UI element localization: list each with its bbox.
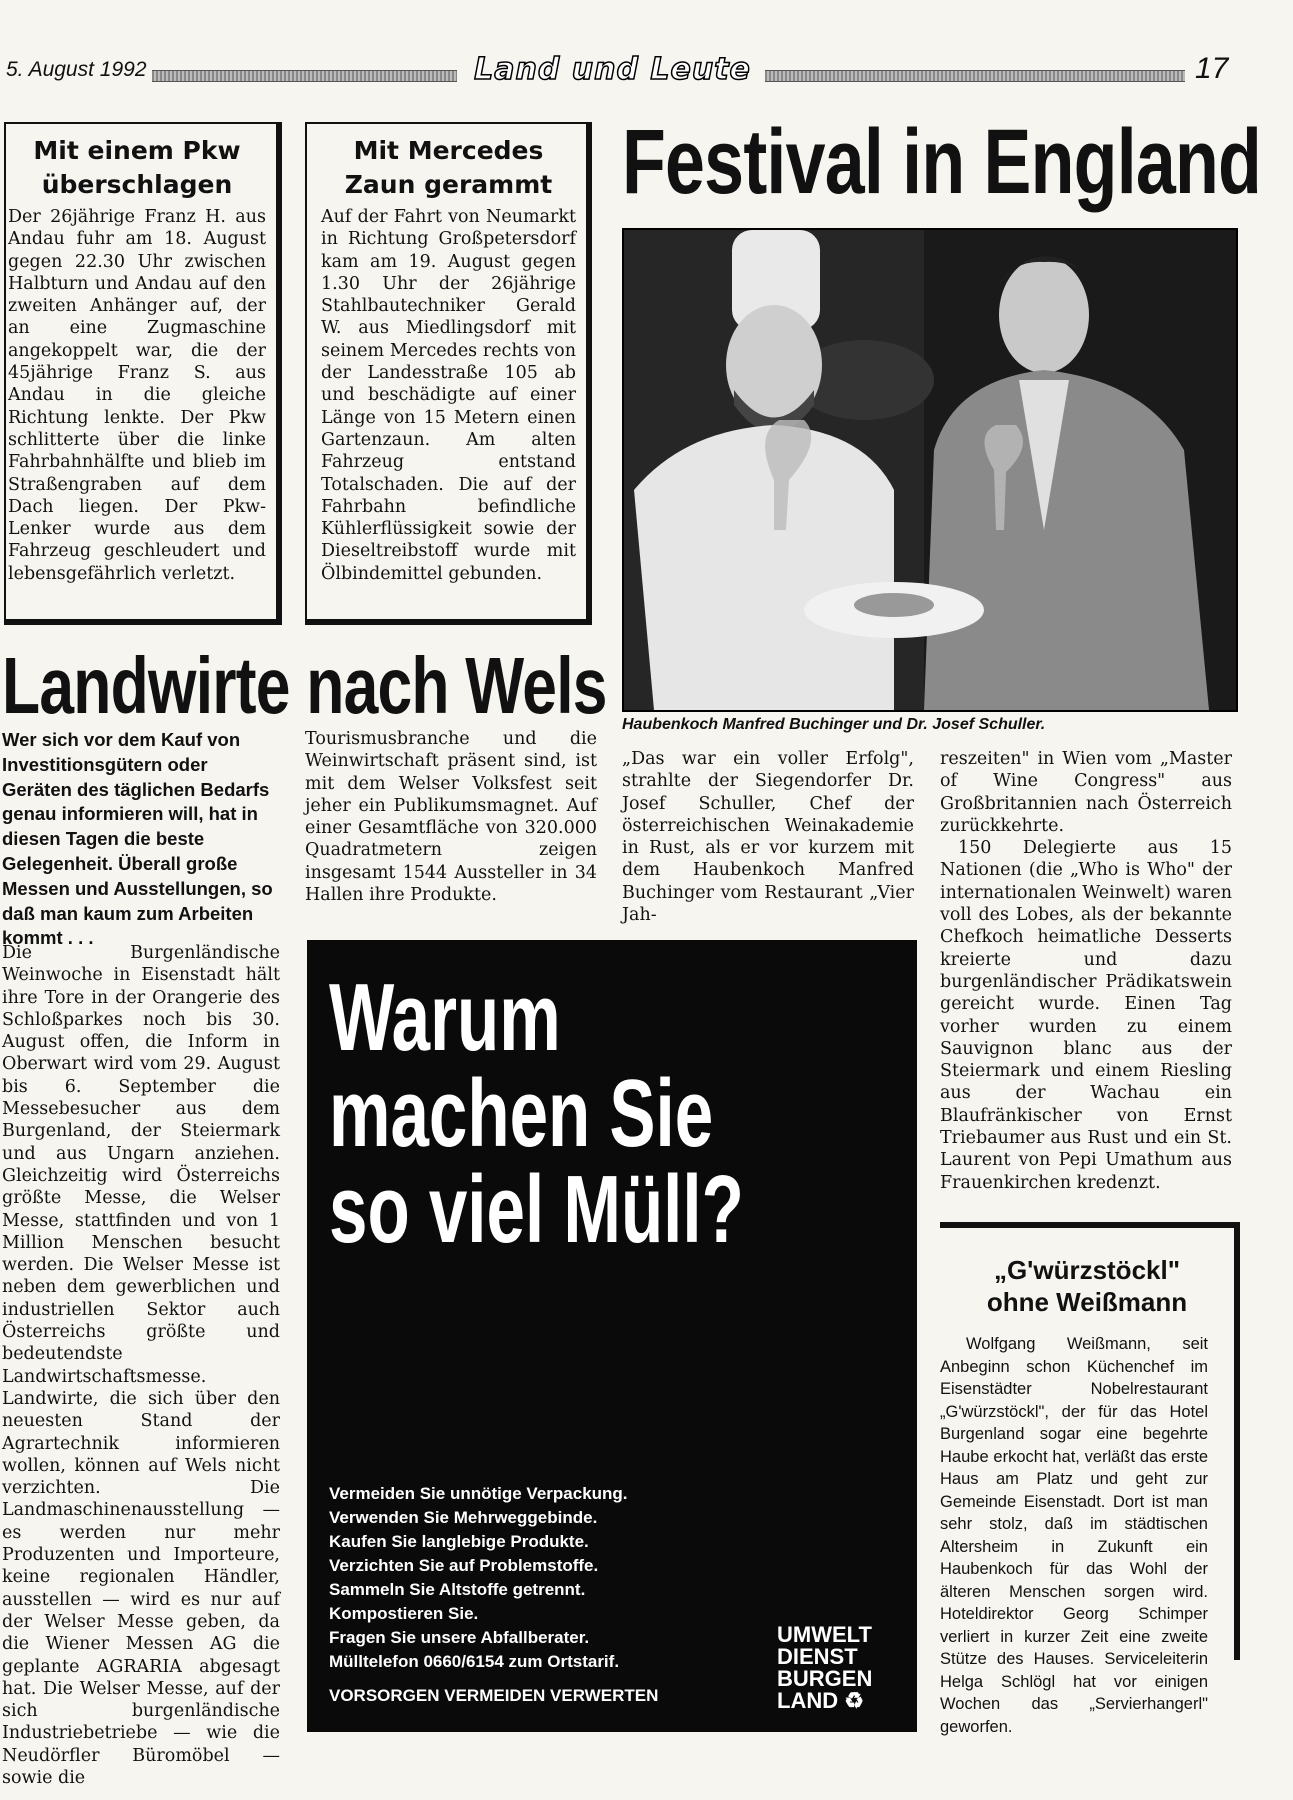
umwelt-logo-icon: ♻	[844, 1688, 864, 1713]
ad-tip: Verwenden Sie Mehrweggebinde.	[329, 1508, 598, 1527]
photo-caption: Haubenkoch Manfred Buchinger und Dr. Josef Schuller.	[622, 716, 1046, 733]
landwirte-body: Die Burgenländische Weinwoche in Eisenstadt hält ihre Tore in der Orangerie des Schloßparkes noch bis 30. August offen, die Inform in Oberwart wird vom 29. August bis 6. September die Messebesucher aus dem Burgenland, der Steiermark und aus Ungarn anziehen. Gleichzeitig wird Österreichs größte Messe, die Welser Messe, stattfinden und von 1 Million Menschen besucht werden. Die Welser Messe ist neben dem gewerblichen und industriellen Sektor auch Österreichs größte und bedeutendste Landwirtschaftsmesse. Landwirte, die sich über den neuesten Stand der Agrartechnik informieren wollen, können auf Wels nicht verzichten. Die Landmaschinenausstellung — es werden nur mehr Produzenten und Importeure, keine regionalen Händler, ausstellen — wird es nur auf der Welser Messe geben, da die Wiener Messen AG die geplante AGRARIA abgesagt hat. Die Welser Messe, auf der sich burgenländische Industriebetriebe — wie die Neudörfler Büromöbel — sowie die	[2, 943, 280, 1788]
ad-tip: Kompostieren Sie.	[329, 1604, 479, 1623]
ad-tips-list	[329, 1482, 628, 1674]
landwirte-col-2: Tourismusbranche und die Weinwirtschaft präsent sind, ist mit dem Welser Volksfest seit jeher ein Publikumsmagnet. Auf einer Gesamtfläche von 320.000 Quadratmetern zeigen insgesamt 1544 Aussteller in 34 Hallen ihre Produkte.	[305, 729, 597, 906]
page-number: 17	[1195, 52, 1229, 85]
ad-tip: Verzichten Sie auf Problemstoffe.	[329, 1556, 599, 1575]
ad-tip: Vermeiden Sie unnötige Verpackung.	[329, 1484, 628, 1503]
chef-jacket	[634, 425, 894, 710]
photo-illustration	[624, 230, 1236, 710]
header-rule-right	[765, 70, 1185, 82]
box-pkw-body: Der 26jährige Franz H. aus Andau fuhr am 18. August gegen 22.30 Uhr zwischen Halbturn und Andau auf den zweiten Anhänger auf, der an eine Zugmaschine angekoppelt war, die der 45jährige Franz S. aus Andau in die gleiche Richtung lenkte. Der Pkw schlitterte über die linke Fahrbahnhälfte und blieb im Straßengraben auf dem Dach liegen. Der Pkw-Lenker wurde aus dem Fahrzeug geschleudert und lebensgefährlich verletzt.	[8, 207, 266, 584]
festival-photo	[622, 228, 1238, 712]
landwirte-lead: Wer sich vor dem Kauf von Investitionsgütern oder Geräten des täglichen Bedarfs genau informieren will, hat in diesen Tagen die beste Gelegenheit. Überall große Messen und Ausstellungen, so daß man kaum zum Arbeiten kommt . . .	[2, 729, 273, 949]
man-face	[999, 257, 1089, 373]
ad-organization: UMWELT DIENST BURGEN LAND ♻	[777, 1622, 873, 1713]
ad-headline: Warum machen Sie so viel Müll?	[329, 964, 744, 1263]
festival-col-2: reszeiten" in Wien vom „Master of Wine Congress" aus Großbritannien nach Österreich zurückkehrte. 150 Delegierte aus 15 Nationen (die „Who is Who" der internationalen Weinwelt) waren voll des Lobes, als der bekannte Chefkoch heimatliche Desserts kreierte und dazu burgenländischer Prädikatswein gereicht wurde. Einen Tag vorher wurden zu einem Sauvignon blanc aus der Steiermark und einem Riesling aus der Wachau ein Blaufränkischer von Ernst Triebaumer aus Rust und ein St. Laurent von Pepi Umathum aus Frauenkirchen kredenzt.	[940, 749, 1232, 1193]
section-title: Land und Leute	[474, 52, 751, 87]
ad-tip: Mülltelefon 0660/6154 zum Ortstarif.	[329, 1652, 620, 1671]
news-box-pkw	[4, 122, 282, 625]
landwirte-headline: Landwirte nach Wels	[2, 641, 607, 730]
box-pkw-title: Mit einem Pkw überschlagen	[33, 136, 241, 199]
wurzstockl-title: „G'würzstöckl" ohne Weißmann	[986, 1255, 1188, 1317]
box-mercedes-body: Auf der Fahrt von Neumarkt in Richtung Großpetersdorf kam am 19. August gegen 1.30 Uhr der 26jährige Stahlbautechniker Gerald W. aus Miedlingsdorf mit seinem Mercedes rechts von der Landesstraße 105 ab und beschädigte auf einer Länge von 15 Metern einen Gartenzaun. Am alten Fahrzeug entstand Totalschaden. Die auf der Fahrbahn befindliche Kühlerflüssigkeit sowie der Dieseltreibstoff wurde mit Ölbindemittel gebunden.	[321, 207, 576, 584]
umwelt-ad	[307, 940, 917, 1732]
box-mercedes-title: Mit Mercedes Zaun gerammt	[344, 136, 553, 199]
ad-tip: Fragen Sie unsere Abfallberater.	[329, 1628, 590, 1647]
header-date: 5. August 1992	[6, 58, 147, 81]
ad-tip: Sammeln Sie Altstoffe getrennt.	[329, 1580, 586, 1599]
ad-tip: Kaufen Sie langlebige Produkte.	[329, 1532, 589, 1551]
ad-slogan: VORSORGEN VERMEIDEN VERWERTEN	[329, 1686, 659, 1705]
wurzstockl-body: Wolfgang Weißmann, seit Anbeginn schon Küchenchef im Eisenstädter Nobelrestaurant „G'würzstöckl", der für das Hotel Burgenland sogar eine begehrte Haube erkocht hat, verläßt das erste Haus am Platz und geht zur Gemeinde Eisenstadt. Dort ist man sehr stolz, daß im städtischen Altersheim in Zukunft ein Haubenkoch für das Wohl der älteren Menschen sorgen wird. Hoteldirektor Georg Schimper verliert in kurzer Zeit eine zweite Stütze des Hauses. Serviceleiterin Helga Schlögl hat vor einigen Wochen das „Servierhangerl" geworfen.	[940, 1335, 1208, 1736]
header-rule-left	[152, 70, 457, 82]
news-box-mercedes	[305, 122, 592, 625]
festival-col-1: „Das war ein voller Erfolg", strahlte der Siegendorfer Dr. Josef Schuller, Chef der österreichischen Weinakademie in Rust, als er vor kurzem mit dem Haubenkoch Manfred Buchinger vom Restaurant „Vier Jah-	[622, 749, 914, 926]
festival-headline: Festival in England	[622, 111, 1262, 213]
